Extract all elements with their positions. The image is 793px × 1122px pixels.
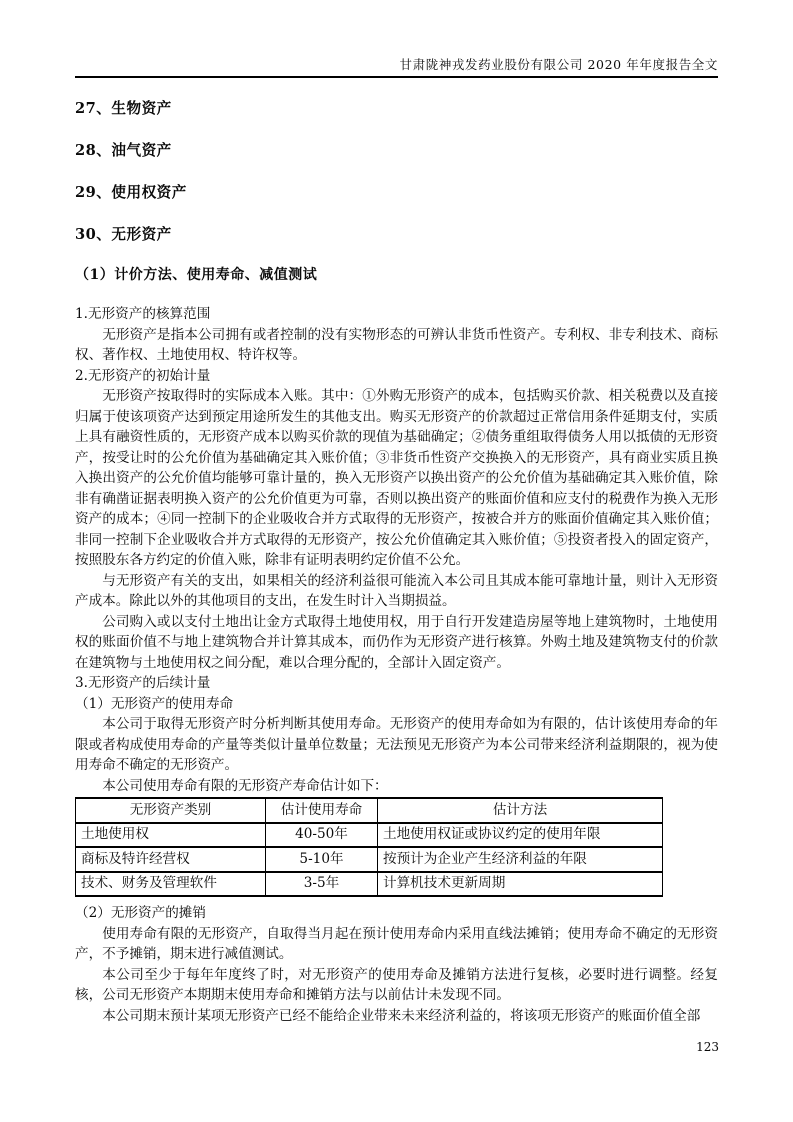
section-heading-27: 27、生物资产 (75, 100, 172, 117)
paragraph-amortization-3: 本公司期末预计某项无形资产已经不能给企业带来未来经济利益的，将该项无形资产的账面价值全部 (102, 1007, 701, 1024)
paragraph-initial-measure-1: 无形资产按取得时的实际成本入账。其中：①外购无形资产的成本，包括购买价款、相关税费以及直接归属于使该项资产达到预定用途所发生的其他支出。购买无形资产的价款超过正常信用条件延期支付，实质上具有融资性质的，无形资产成本以购买价款的现值为基础确定；②债务重组取得债务人用以抵债的无形资产，按受让时的公允价值为基础确定其入账价值；③非货币性资产交换换入的无形资产，具有商业实质且换入换出资产的公允价值均能够可靠计量的，换入无形资产以换出资产的公允价值为基础确定其入账价值，除非有确凿证据表明换入资产的公允价值更为可靠，否则以换出资产的账面价值和应支付的税费作为换入无形资产的成本；④同一控制下的企业吸收合并方式取得的无形资产，按被合并方的账面价值确定其入账价值；非同一控制下企业吸收合并方式取得的无形资产，按公允价值确定其入账价值；⑤投资者投入的固定资产，按照股东各方约定的价值入账，除非有证明表明约定价值不公允。 (75, 388, 718, 568)
table-cell-asset-type: 商标及特许经营权 (76, 847, 266, 872)
table-header-row (76, 798, 663, 823)
section-heading-30: 30、无形资产 (75, 226, 172, 243)
table-row (76, 823, 663, 848)
table-row (76, 847, 663, 872)
paragraph-initial-measure-3: 公司购入或以支付土地出让金方式取得土地使用权，用于自行开发建造房屋等地上建筑物时，土地使用权的账面价值不与地上建筑物合并计算其成本，而仍作为无形资产进行核算。外购土地及建筑物支付的价款在建筑物与土地使用权之间分配，难以合理分配的，全部计入固定资产。 (75, 613, 718, 671)
table-row (76, 872, 663, 897)
table-cell-useful-life: 5-10年 (266, 847, 378, 872)
header-rule (75, 76, 718, 78)
paragraph-amortization-1: 使用寿命有限的无形资产，自取得当月起在预计使用寿命内采用直线法摊销；使用寿命不确定的无形资产，不予摊销，期末进行减值测试。 (75, 925, 718, 962)
useful-life-table (75, 797, 663, 897)
table-cell-method: 按预计为企业产生经济利益的年限 (378, 847, 663, 872)
table-cell-method: 土地使用权证或协议约定的使用年限 (378, 823, 663, 848)
report-header-title: 甘肃陇神戎发药业股份有限公司 2020 年年度报告全文 (399, 57, 718, 72)
table-cell-asset-type: 土地使用权 (76, 823, 266, 848)
paragraph-amortization-title: （2）无形资产的摊销 (75, 905, 206, 921)
paragraph-initial-measure-2: 与无形资产有关的支出，如果相关的经济利益很可能流入本公司且其成本能可靠地计量，则计入无形资产成本。除此以外的其他项目的支出，在发生时计入当期损益。 (75, 572, 718, 609)
table-cell-method: 计算机技术更新周期 (378, 872, 663, 897)
paragraph-subsequent-measure-title: 3.无形资产的后续计量 (75, 675, 211, 691)
paragraph-scope-body: 无形资产是指本公司拥有或者控制的没有实物形态的可辨认非货币性资产。专利权、非专利技术、商标权、著作权、土地使用权、特许权等。 (75, 326, 718, 363)
table-header-method: 估计方法 (378, 798, 663, 823)
section-heading-29: 29、使用权资产 (75, 184, 187, 201)
table-header-useful-life: 估计使用寿命 (266, 798, 378, 823)
paragraph-amortization-2: 本公司至少于每年年度终了时，对无形资产的使用寿命及摊销方法进行复核，必要时进行调整。经复核，公司无形资产本期期末使用寿命和摊销方法与以前估计未发现不同。 (75, 966, 718, 1003)
subsection-heading-valuation: （1）计价方法、使用寿命、减值测试 (75, 267, 318, 283)
table-cell-useful-life: 40-50年 (266, 823, 378, 848)
paragraph-scope-title: 1.无形资产的核算范围 (75, 306, 211, 322)
paragraph-useful-life-title: （1）无形资产的使用寿命 (75, 695, 234, 712)
paragraph-initial-measure-title: 2.无形资产的初始计量 (75, 367, 211, 384)
table-cell-useful-life: 3-5年 (266, 872, 378, 897)
table-header-asset-type: 无形资产类别 (76, 798, 266, 823)
paragraph-table-intro: 本公司使用寿命有限的无形资产寿命估计如下： (102, 777, 388, 794)
page-number: 123 (696, 1040, 719, 1054)
paragraph-useful-life-body: 本公司于取得无形资产时分析判断其使用寿命。无形资产的使用寿命如为有限的，估计该使用寿命的年限或者构成使用寿命的产量等类似计量单位数量；无法预见无形资产为本公司带来经济利益期限的，视为使用寿命不确定的无形资产。 (75, 716, 718, 773)
table-cell-asset-type: 技术、财务及管理软件 (76, 872, 266, 897)
section-heading-28: 28、油气资产 (75, 142, 172, 159)
